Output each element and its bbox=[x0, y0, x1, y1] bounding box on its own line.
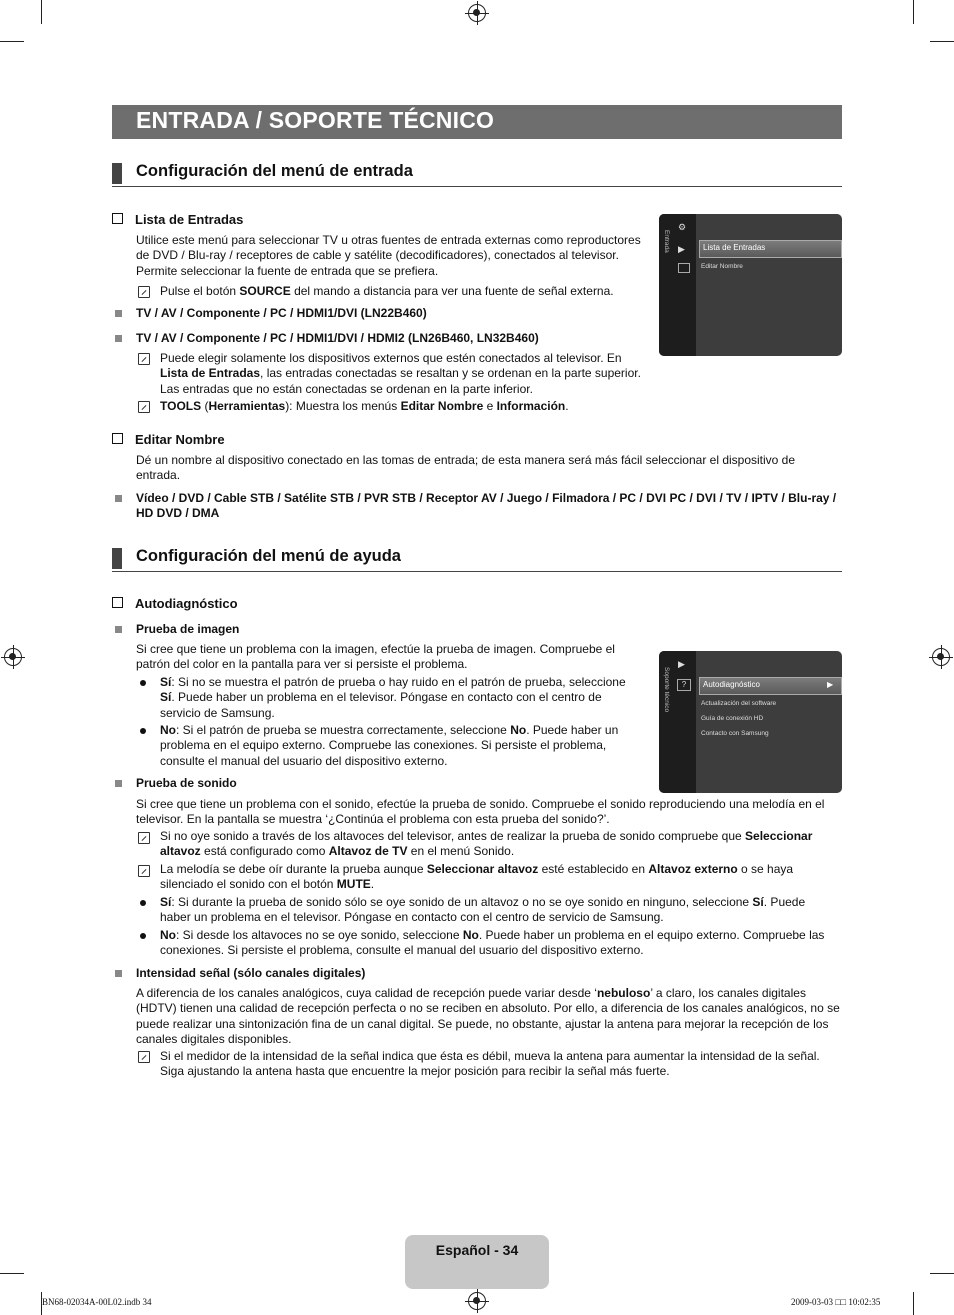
bullet-icon bbox=[140, 728, 146, 734]
list-item: TV / AV / Componente / PC / HDMI1/DVI / HDMI2 (LN26B460, LN32B460) bbox=[136, 331, 539, 345]
section-bar bbox=[112, 548, 122, 569]
square-bullet-icon bbox=[115, 780, 122, 787]
page-number-tab bbox=[405, 1235, 549, 1289]
note-icon bbox=[138, 1051, 150, 1063]
paragraph: Dé un nombre al dispositivo conectado en las tomas de entrada; de esta manera será más fácil seleccionar el dispositivo de entrada. bbox=[136, 453, 796, 483]
bullet-icon bbox=[140, 680, 146, 686]
footer-file-info: BN68-02034A-00L02.indb 34 bbox=[42, 1297, 152, 1307]
bullet-text: Sí: Si no se muestra el patrón de prueba o hay ruido en el patrón de prueba, seleccione Sí. Puede haber un problema en el televisor. Póngase en contacto con el centro de servicio de Samsung. bbox=[160, 675, 626, 720]
note-icon bbox=[138, 401, 150, 413]
registration-mark-icon bbox=[4, 648, 22, 666]
note-icon bbox=[138, 286, 150, 298]
crop-mark bbox=[0, 1273, 24, 1274]
crop-mark bbox=[913, 0, 914, 24]
menu-selected-item: Lista de Entradas bbox=[699, 240, 842, 258]
menu-item: Editar Nombre bbox=[701, 263, 743, 270]
crop-mark bbox=[930, 41, 954, 42]
page-banner bbox=[112, 105, 842, 139]
subsection-heading-text: Autodiagnóstico bbox=[135, 596, 238, 611]
menu-item: Guía de conexión HD bbox=[701, 715, 764, 722]
note-icon bbox=[138, 353, 150, 365]
crop-mark bbox=[0, 41, 24, 42]
paragraph: Utilice este menú para seleccionar TV u otras fuentes de entrada externas como reproductores de DVD / Blu-ray / receptores de cable y satélite (decodificadores), conectados al televisor. Permite seleccionar la fuente de entrada que se prefiera. bbox=[136, 233, 641, 278]
section-title: Configuración del menú de ayuda bbox=[136, 547, 401, 565]
note-text: TOOLS (Herramientas): Muestra los menús Editar Nombre e Información. bbox=[160, 399, 569, 413]
registration-mark-icon bbox=[468, 1292, 486, 1310]
checkbox-icon bbox=[112, 433, 123, 444]
crop-mark bbox=[41, 0, 42, 24]
bullet-text: Sí: Si durante la prueba de sonido sólo se oye sonido de un altavoz o no se oye sonido en ninguno, seleccione Sí. Puede haber un problema en el televisor. Póngase en contacto con el centro de servicio de Samsung. bbox=[160, 895, 806, 925]
crop-mark bbox=[913, 1292, 914, 1315]
note-text: Si el medidor de la intensidad de la señal indica que ésta es débil, mueva la antena para aumentar la intensidad de la señal. Siga ajustando la antena hasta que encuentre la mejor posición para recibir la señal más fuerte. bbox=[160, 1049, 820, 1079]
input-icon: ▶ bbox=[678, 244, 685, 254]
note-icon bbox=[138, 832, 150, 844]
crop-mark bbox=[930, 1273, 954, 1274]
note-text: Pulse el botón SOURCE del mando a distancia para ver una fuente de señal externa. bbox=[160, 284, 614, 298]
arrow-right-icon: ▶ bbox=[827, 680, 834, 689]
menu-item: Contacto con Samsung bbox=[701, 730, 769, 737]
checkbox-icon bbox=[112, 213, 123, 224]
square-bullet-icon bbox=[115, 495, 122, 502]
list-item: Vídeo / DVD / Cable STB / Satélite STB / PVR STB / Receptor AV / Juego / Filmadora / PC / DVI PC / DVI / TV / IPTV / Blu-ray / HD DVD / DMA bbox=[136, 491, 837, 521]
bullet-icon bbox=[140, 900, 146, 906]
list-item-title: Prueba de sonido bbox=[136, 776, 237, 790]
tv-menu-screenshot-entrada bbox=[659, 214, 842, 356]
note-text: La melodía se debe oír durante la prueba aunque Seleccionar altavoz esté establecido en Altavoz externo o se haya silenciado el sonido con el botón MUTE. bbox=[160, 862, 794, 892]
paragraph: Si cree que tiene un problema con la imagen, efectúe la prueba de imagen. Compruebe el patrón del color en la pantalla para ver si persiste el problema. bbox=[136, 642, 615, 672]
paragraph: Si cree que tiene un problema con el sonido, efectúe la prueba de sonido. Compruebe el sonido reproduciendo una melodía en el televisor. En la pantalla se muestra ‘¿Continúa el problema con esta prueba del sonido?’. bbox=[136, 797, 825, 827]
help-icon: ? bbox=[677, 679, 691, 691]
page-title: ENTRADA / SOPORTE TÉCNICO bbox=[136, 107, 495, 133]
menu-sidebar-label: Entrada bbox=[663, 230, 670, 253]
note-text: Si no oye sonido a través de los altavoces del televisor, antes de realizar la prueba de sonido compruebe que Seleccionar altavoz está configurado como Altavoz de TV en el menú Sonido. bbox=[160, 829, 813, 859]
menu-selected-item: Autodiagnóstico ▶ bbox=[699, 677, 842, 695]
subsection-heading bbox=[112, 596, 238, 611]
list-item-title: Intensidad señal (sólo canales digitales) bbox=[136, 966, 366, 980]
section-title: Configuración del menú de entrada bbox=[136, 162, 413, 180]
subsection-heading-text: Editar Nombre bbox=[135, 432, 225, 447]
bullet-text: No: Si desde los altavoces no se oye sonido, seleccione No. Puede haber un problema en el equipo externo. Compruebe las conexiones. Si persiste el problema, consulte el manual del usuario del dispositivo externo. bbox=[160, 928, 825, 958]
section-bar bbox=[112, 163, 122, 184]
registration-mark-icon bbox=[932, 648, 950, 666]
tv-menu-screenshot-soporte bbox=[659, 651, 842, 793]
paragraph: A diferencia de los canales analógicos, cuya calidad de recepción puede variar desde ‘nebuloso’ a claro, los canales digitales (HDTV) tienen una calidad de recepción perfecta o no se reciben en absoluto. Por ello, a diferencia de los canales analógicos, no se puede realizar una sintonización fina de un canal digital. Se puede, no obstante, ajustar la antena para mejorar la recepción de los canales digitales disponibles. bbox=[136, 986, 840, 1047]
section-header-ayuda bbox=[112, 547, 842, 572]
square-bullet-icon bbox=[115, 970, 122, 977]
subsection-heading bbox=[112, 432, 225, 447]
menu-sidebar-label: Soporte técnico bbox=[663, 667, 670, 713]
subsection-heading-text: Lista de Entradas bbox=[135, 212, 244, 227]
square-bullet-icon bbox=[115, 335, 122, 342]
support-icon bbox=[678, 263, 690, 273]
list-item-title: Prueba de imagen bbox=[136, 622, 240, 636]
gear-icon: ⚙ bbox=[678, 222, 687, 232]
registration-mark-icon bbox=[468, 4, 486, 22]
footer-timestamp: 2009-03-03 □□ 10:02:35 bbox=[791, 1297, 881, 1307]
list-item: TV / AV / Componente / PC / HDMI1/DVI (LN22B460) bbox=[136, 306, 427, 320]
square-bullet-icon bbox=[115, 626, 122, 633]
menu-item: Actualización del software bbox=[701, 700, 777, 707]
bullet-icon bbox=[140, 933, 146, 939]
note-icon bbox=[138, 865, 150, 877]
page-number: Español - 34 bbox=[435, 1242, 519, 1258]
section-header-entrada bbox=[112, 162, 842, 187]
input-icon: ▶ bbox=[678, 659, 685, 669]
square-bullet-icon bbox=[115, 310, 122, 317]
subsection-heading bbox=[112, 212, 243, 227]
bullet-text: No: Si el patrón de prueba se muestra correctamente, seleccione No. Puede haber un problema en el equipo externo. Compruebe las conexiones. Si persiste el problema, consulte el manual del usuario del dispositivo externo. bbox=[160, 723, 619, 768]
checkbox-icon bbox=[112, 597, 123, 608]
note-text: Puede elegir solamente los dispositivos externos que estén conectados al televisor. En Lista de Entradas, las entradas conectadas se resaltan y se ordenan en la parte superior. Las entradas que no están conectadas se ordenan en la parte inferior. bbox=[160, 351, 641, 396]
